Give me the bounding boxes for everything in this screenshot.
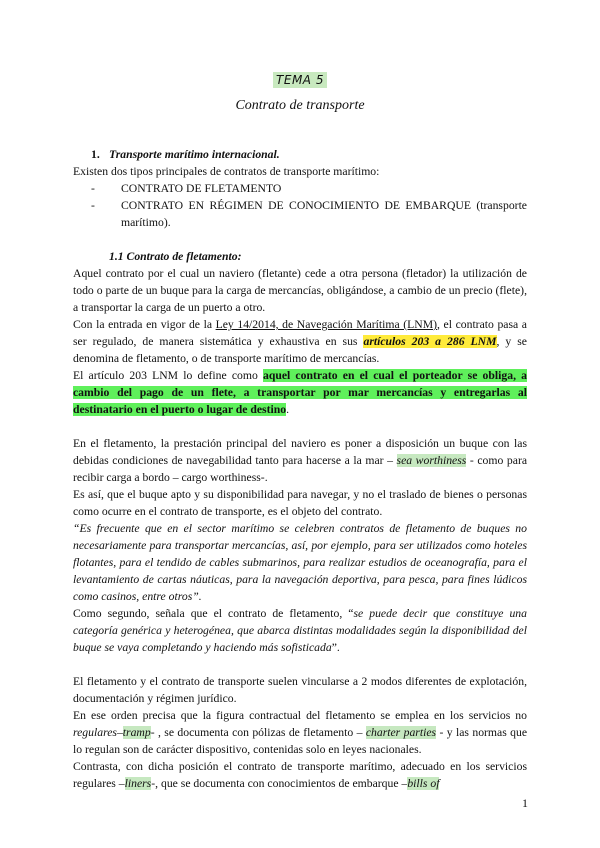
paragraph-modes: El fletamento y el contrato de transporte suelen vincularse a 2 modos diferentes de explotación, documentación y régimen jurídico. bbox=[73, 675, 527, 705]
paragraph-quote-uses: “Es frecuente que en el sector marítimo se celebren contratos de fletamento de buques no necesariamente para transportar mercancías, así, por ejemplo, para ser utilizados como hoteles flotantes, para el tendido de cables submarinos, para realizar estudios de oceanografía, para el levantamiento de cartas náuticas, para la navegación deportiva, para pesca, para fines lúdicos como casinos, entre otros”. bbox=[73, 522, 527, 603]
law-reference: Ley 14/2014, de Navegación Marítima (LNM) bbox=[215, 318, 438, 331]
paragraph-tramp: En ese orden precisa que la figura contractual del fletamento se emplea en los servicios no regulares–tramp- , se documenta con pólizas de fletamento – charter parties - y las normas que lo regulan son de carácter dispositivo, contenidas solo en leyes nacionales. bbox=[73, 709, 528, 756]
paragraph-second: Como segundo, señala que el contrato de fletamento, “se puede decir que constituye una categoría genérica y heterogénea, que abarca distintas modalidades según la disponibilidad del buque se vaya completando y haciendo más sofisticada”. bbox=[73, 607, 527, 654]
paragraph-liners: Contrasta, con dicha posición el contrato de transporte marítimo, adecuado en los servicios regulares –liners-, que se documenta con conocimientos de embarque –bills of bbox=[73, 760, 527, 790]
document-body bbox=[73, 146, 527, 792]
sea-worthiness-highlight: sea worthiness bbox=[396, 454, 467, 467]
paragraph-definition: Aquel contrato por el cual un naviero (fletante) cede a otra persona (fletador) la utilización de todo o parte de un buque para la carga de mercancías, obligándose, a cambio de un precio (flete), a transportar la carga de un puerto a otro. bbox=[73, 267, 527, 314]
paragraph-article-203: El artículo 203 LNM lo define como aquel contrato en el cual el porteador se obliga, a cambio del pago de un flete, a transportar por mar mercancías y entregarlas al destinatario en el puerto o lugar de destino. bbox=[73, 369, 528, 416]
bills-highlight: bills of bbox=[407, 777, 440, 790]
list-item: - CONTRATO EN RÉGIMEN DE CONOCIMIENTO DE EMBARQUE (transporte marítimo). bbox=[73, 197, 527, 231]
definition-highlight: aquel contrato en el cual el porteador se obliga, a cambio del pago de un flete, a transportar por mar mercancías y entregarlas al destinatario en el puerto o lugar de destino bbox=[73, 369, 528, 416]
articles-highlight: artículos 203 a 286 LNM bbox=[363, 335, 497, 348]
paragraph-law: Con la entrada en vigor de la Ley 14/2014, de Navegación Marítima (LNM), el contrato pasa a ser regulado, de manera sistemática y exhaustiva en sus artículos 203 a 286 LNM, y se denomina de fletamento, o de transporte marítimo de mercancías. bbox=[73, 318, 527, 365]
contract-type-list bbox=[73, 180, 527, 231]
page-title: TEMA 5 bbox=[73, 72, 527, 88]
tramp-highlight: tramp bbox=[122, 726, 151, 739]
paragraph-object: Es así, que el buque apto y su disponibilidad para navegar, y no el traslado de bienes o personas como ocurre en el contrato de transporte, es el objeto del contrato. bbox=[73, 488, 527, 518]
section-heading: 1. Transporte marítimo internacional. bbox=[91, 148, 280, 161]
charter-parties-highlight: charter parties bbox=[365, 726, 437, 739]
liners-highlight: liners bbox=[124, 777, 152, 790]
page-number: 1 bbox=[522, 796, 528, 810]
section-intro: Existen dos tipos principales de contratos de transporte marítimo: bbox=[73, 165, 380, 178]
list-item: - CONTRATO DE FLETAMENTO bbox=[73, 180, 527, 197]
paragraph-seaworthiness: En el fletamento, la prestación principal del naviero es poner a disposición un buque con las debidas condiciones de navegabilidad tanto para hacerse a la mar – sea worthiness - como para recibir carga a bordo – cargo worthiness-. bbox=[73, 437, 528, 484]
subsection-heading: 1.1 Contrato de fletamento: bbox=[109, 250, 242, 263]
page-subtitle: Contrato de transporte bbox=[235, 98, 365, 113]
